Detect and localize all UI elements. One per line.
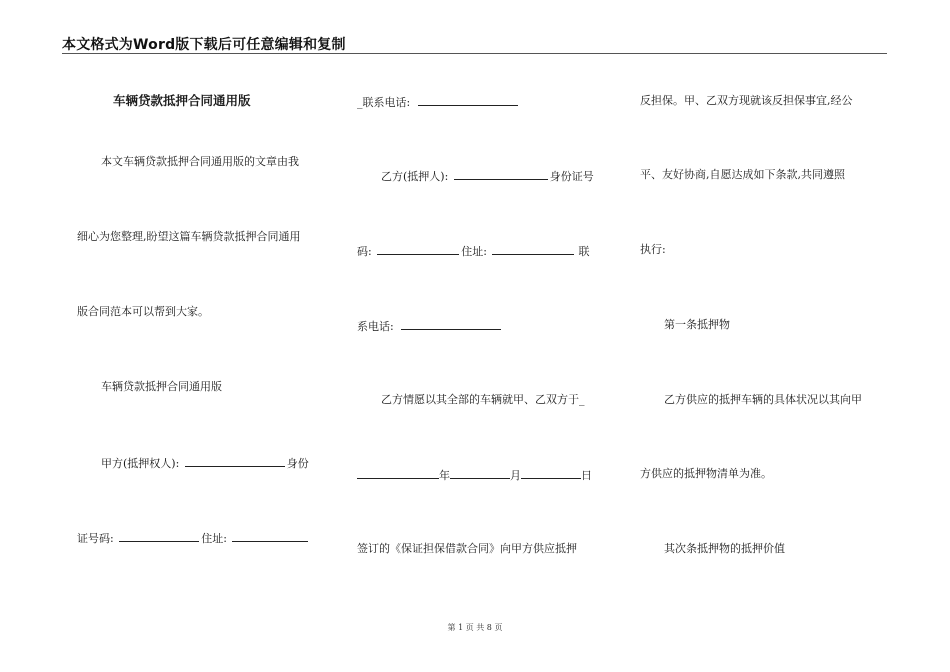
party-a-id-label-cont: 证号码: <box>77 532 114 545</box>
party-b-id-label-cont: 码: <box>357 245 372 258</box>
party-b-id-line <box>357 243 589 259</box>
intro-line-1: 本文车辆贷款抵押合同通用版的文章由我 <box>101 155 299 168</box>
month-blank <box>450 467 510 479</box>
party-b-contact-head: 联 <box>578 245 590 258</box>
counter-guarantee-line-1: 反担保。甲、乙双方现就该反担保事宜,经公 <box>640 94 853 107</box>
party-a-name-blank <box>185 455 285 467</box>
day-blank <box>521 467 581 479</box>
counter-guarantee-line-3: 执行: <box>640 243 666 256</box>
month-label: 月 <box>510 469 521 482</box>
intro-line-2: 细心为您整理,盼望这篇车辆贷款抵押合同通用 <box>77 230 301 243</box>
party-a-id-line <box>77 530 308 546</box>
year-label: 年 <box>439 469 450 482</box>
date-line <box>357 467 592 483</box>
party-b-line <box>381 168 594 184</box>
intro-line-3: 版合同范本可以帮到大家。 <box>77 305 209 318</box>
party-b-id-blank <box>377 243 459 255</box>
article-1-line-1: 乙方供应的抵押车辆的具体状况以其向甲 <box>664 393 862 406</box>
party-b-contact-label: 系电话: <box>357 320 394 333</box>
document-title: 车辆贷款抵押合同通用版 <box>113 93 251 108</box>
party-a-id-blank <box>119 530 199 542</box>
signing-line: 签订的《保证担保借款合同》向甲方供应抵押 <box>357 542 577 555</box>
party-a-contact-blank <box>418 94 518 106</box>
header-divider <box>62 53 887 54</box>
party-a-address-blank <box>232 530 308 542</box>
article-2-heading: 其次条抵押物的抵押价值 <box>664 542 785 555</box>
party-b-address-blank <box>492 243 574 255</box>
article-1-heading: 第一条抵押物 <box>664 318 730 331</box>
party-a-contact-label: _联系电话: <box>357 96 411 109</box>
party-b-name-blank <box>454 168 548 180</box>
page-number: 第 1 页 共 8 页 <box>447 623 503 632</box>
contract-subtitle: 车辆贷款抵押合同通用版 <box>101 380 222 393</box>
party-b-contact-blank <box>401 318 501 330</box>
party-b-address-label: 住址: <box>461 245 487 258</box>
counter-guarantee-line-2: 平、友好协商,自愿达成如下条款,共同遵照 <box>640 168 845 181</box>
year-blank <box>357 467 439 479</box>
party-a-id-label: 身份 <box>286 457 309 470</box>
article-1-line-2: 方供应的抵押物清单为准。 <box>640 467 772 480</box>
party-a-address-label: 住址: <box>201 532 227 545</box>
document-header: 本文格式为Word版下载后可任意编辑和复制 <box>62 37 346 53</box>
party-a-label: 甲方(抵押权人): <box>101 457 180 470</box>
party-a-contact-line <box>357 94 518 110</box>
party-b-id-label: 身份证号 <box>549 170 594 183</box>
agreement-line: 乙方情愿以其全部的车辆就甲、乙双方于_ <box>381 393 585 406</box>
party-b-contact-line <box>357 318 501 334</box>
party-a-line <box>101 455 309 471</box>
party-b-label: 乙方(抵押人): <box>381 170 449 183</box>
day-label: 日 <box>581 469 592 482</box>
